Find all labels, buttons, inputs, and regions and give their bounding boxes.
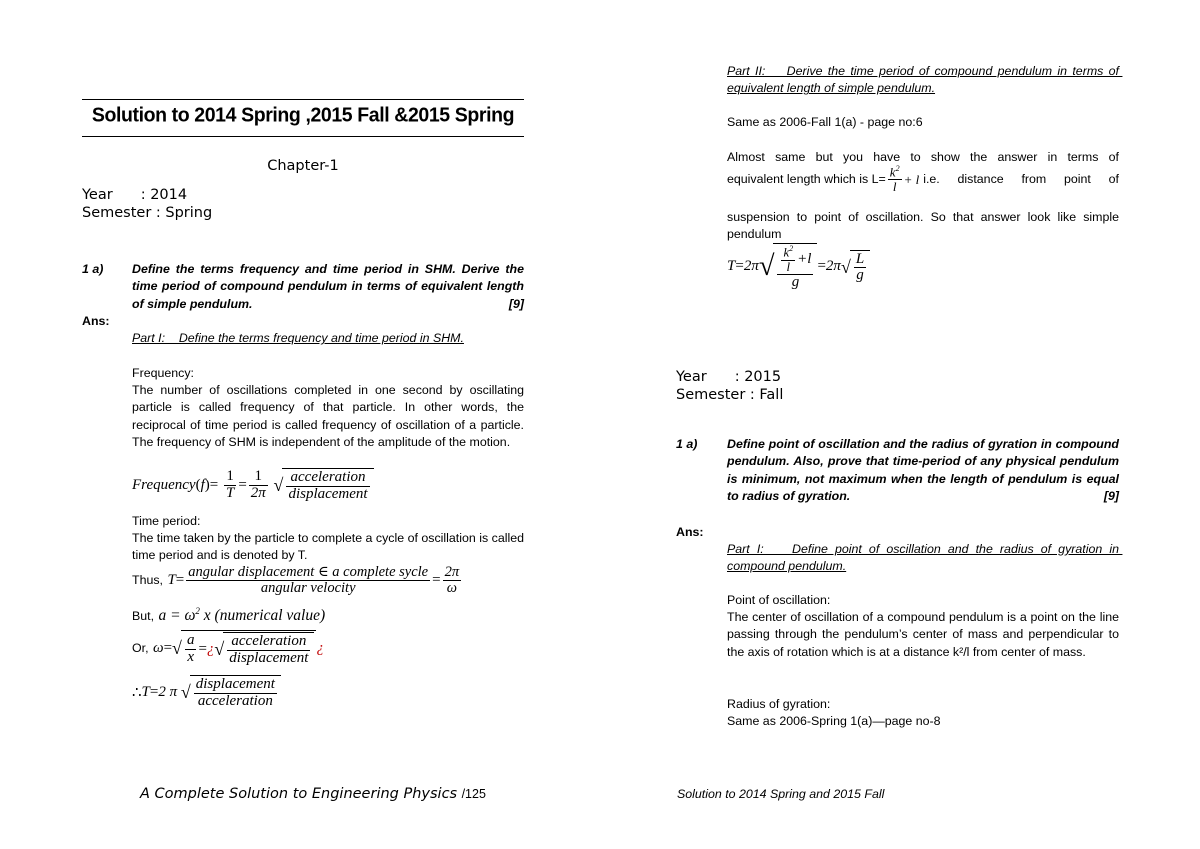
time-period-text: The time taken by the particle to complete a cycle of oscillation is called time period and is denoted by T. [132,531,524,563]
almost-text-line-1: Almost same but you have to show the answer in terms of [727,150,1119,164]
time-period-equation-1: Thus, T= $\frac{\text{angular displacement ∈ a complete sycle}}{\text{angular velocity}}$ = $\frac{2\pi}{\omega}$ [132,564,460,597]
eq-omega-mark-2: ¿ [316,639,324,656]
same-as-text: Same as 2006-Fall 1(a) - page no:6 [727,115,923,129]
left-footer-page: /125 [461,787,486,801]
eq-T2-T: T [141,683,150,700]
question-text [132,261,524,313]
eq-T1-T: T [167,572,176,589]
part1-heading: Part I: Define the terms frequency and time period in SHM. [132,331,464,345]
time-period-equation-2: ∴T=2 π √ $\frac{\text{displacement}}{\text{acceleration}}$ [132,675,281,710]
question-body-2: Define point of oscillation and the radius of gyration in compound pendulum. Also, prove that time-period of any physical pendulum is minimum, not maximum when the length of pendulum is equal to radius of gyration. [727,437,1119,504]
eq-freq-sqrt: √ $\frac{\text{acceleration}}{\text{displacement}}$ [274,468,374,503]
eq-omega-mark-1: ¿ [206,640,215,657]
semester-value: : Spring [155,205,213,221]
chapter-heading: Chapter-1 [267,158,339,174]
year-value: : 2014 [140,187,188,203]
answer-label: Ans: [82,314,110,328]
question-marks: [9] [508,296,524,311]
almost-text-2b: i.e. distance from point of [923,171,1119,186]
frequency-text: The number of oscillations completed in one second by oscillating particle is called frequency of that particle. In other words, the reciprocal of time period is called frequency of oscillation of a particle. The frequency of SHM is independent of the amplitude of the motion. [132,383,524,450]
eq-T2-coef: 2 π [158,683,178,700]
document-title: Solution to 2014 Spring ,2015 Fall &2015 Spring [91,103,515,127]
eq-T1-frac-2: $\frac{2\pi}{\omega}$ [444,564,460,597]
part1-heading-2: Part I: Define point of oscillation and the radius of gyration in compound pendulum. [727,542,1123,574]
eq-omega-sqrt: √ $\frac{a}{x}$ = ¿ √ $\frac{\text{acceleration}}{\text{displacement}}$ [172,630,316,667]
year-semester-block-2 [676,368,783,404]
eq-T1-frac: $\frac{\text{angular displacement ∈ a complete sycle}}{\text{angular velocity}}$ [188,564,429,597]
radius-of-gyration-label: Radius of gyration: [727,697,831,711]
question-number-2: 1 a) [676,437,698,451]
left-footer-text: A Complete Solution to Engineering Physics [140,786,458,802]
year-semester-block [82,186,212,222]
thus-label: Thus, [132,573,163,588]
or-label: Or, [132,640,149,655]
eq-T2-sqrt: √ $\frac{\text{displacement}}{\text{acceleration}}$ [181,675,281,710]
almost-text-2a: equivalent length which is L= [727,171,886,186]
point-of-oscillation-text: The center of oscillation of a compound pendulum is a point on the line passing through the pendulum’s center of mass and perpendicular to the axis of rotation which is at a distance k²/l from center of mass. [727,610,1119,659]
eq-T3-sqrt-2: √ $\frac{L}{g}$ [841,250,870,285]
omega-equation: Or, ω= √ $\frac{a}{x}$ = ¿ √ $\frac{\text{acceleration}}{\text{displacement}}$ ¿ [132,632,324,666]
eq-a: $a = \omega^2$ x (numerical value) [158,606,326,625]
year-label: Year [82,187,113,203]
frequency-label: Frequency: [132,366,194,380]
eq-freq-lhs: Frequency [132,476,196,493]
almost-text-line-2 [727,165,1119,194]
eq-T3-T: T [727,258,736,275]
year-value-2: : 2015 [734,369,782,385]
left-footer [140,785,486,803]
eq-freq-frac-2: $\frac{1}{2\pi}$ [250,468,266,501]
title-bottom-rule [82,136,524,137]
L-expression: $\frac{k^2}{l}$ + l [889,164,920,194]
radius-of-gyration-text: Same as 2006-Spring 1(a)—page no-8 [727,714,941,728]
eq-freq-frac-1: $\frac{1}{T}$ [225,468,235,501]
eq-T2-therefore: ∴ [132,684,142,701]
eq-T3-coef-2: 2π [825,258,841,275]
semester-label-2: Semester [676,387,746,403]
almost-text-line-3: suspension to point of oscillation. So that answer look like simple [727,210,1119,224]
but-label: But, [132,609,155,624]
eq-omega-symbol: ω [152,639,164,656]
eq-T3-coef-1: 2π [743,258,759,275]
title-top-rule [82,99,524,100]
frequency-equation: Frequency(f)= $\frac{1}{T}$ = $\frac{1}{2\pi}$ √ $\frac{\text{acceleration}}{\text{displacement}}$ [132,468,374,503]
eq-freq-f: f [200,476,205,493]
question-marks-2: [9] [1103,489,1119,504]
compound-pendulum-equation: T = 2π √ $\frac{k^2}{l}$ +l g = 2π √ $\frac{L}{g}$ [727,243,870,291]
question-number: 1 a) [82,262,104,276]
semester-label: Semester [82,205,152,221]
semester-value-2: : Fall [749,387,784,403]
point-of-oscillation-label: Point of oscillation: [727,593,831,607]
part2-heading: Part II: Derive the time period of compound pendulum in terms of equivalent length of simple pendulum. [727,64,1123,96]
acceleration-equation [132,606,325,626]
year-label-2: Year [676,369,707,385]
eq-T3-sqrt-1: √ $\frac{k^2}{l}$ +l g [759,243,818,291]
answer-label-2: Ans: [676,525,704,539]
almost-text-line-4: pendulum [727,227,782,241]
right-footer: Solution to 2014 Spring and 2015 Fall [677,787,885,801]
question-body: Define the terms frequency and time period in SHM. Derive the time period of compound pendulum in terms of equivalent length of simple pendulum. [132,262,524,311]
time-period-label: Time period: [132,514,201,528]
question-text-2 [727,436,1119,506]
